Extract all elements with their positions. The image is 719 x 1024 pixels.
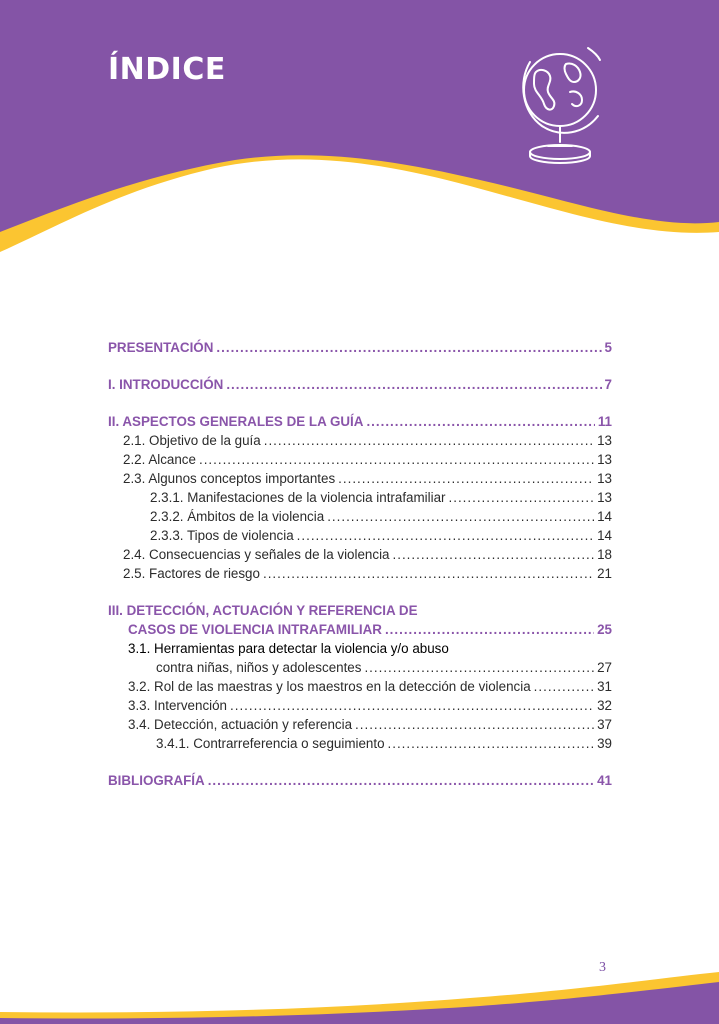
toc-entry-3-4[interactable]: [108, 715, 612, 734]
toc-entry-label: BIBLIOGRAFÍA: [108, 773, 205, 788]
toc-entry-3-1[interactable]: [108, 658, 612, 677]
dot-leader: [327, 507, 594, 526]
toc-page-number: 18: [597, 547, 612, 562]
globe-icon: [508, 42, 612, 168]
dot-leader: [208, 771, 594, 790]
toc-page-number: 7: [604, 377, 612, 392]
toc-entry-2-3-2[interactable]: [108, 507, 612, 526]
dot-leader: [534, 677, 594, 696]
toc-entry-presentacion[interactable]: [108, 338, 612, 357]
dot-leader: [385, 620, 594, 639]
toc-page-number: 37: [597, 717, 612, 732]
footer-wave-background: [0, 954, 719, 1024]
toc-page-number: 13: [597, 471, 612, 486]
toc-entry-label: 2.2. Alcance: [123, 452, 196, 467]
toc-page-number: 27: [597, 660, 612, 675]
dot-leader: [366, 412, 594, 431]
toc-entry-aspectos-generales[interactable]: [108, 412, 612, 431]
toc-entry-2-4[interactable]: [108, 545, 612, 564]
toc-entry-label: 2.1. Objetivo de la guía: [123, 433, 261, 448]
dot-leader: [364, 658, 594, 677]
toc-entry-2-5[interactable]: [108, 564, 612, 583]
table-of-contents: [108, 338, 612, 790]
toc-page-number: 5: [604, 340, 612, 355]
toc-page-number: 25: [597, 622, 612, 637]
dot-leader: [264, 431, 594, 450]
toc-page-number: 11: [597, 414, 612, 429]
toc-entry-label: 2.3. Algunos conceptos importantes: [123, 471, 336, 486]
toc-entry-label: 2.4. Consecuencias y señales de la violencia: [123, 547, 390, 562]
toc-entry-3-1-line1[interactable]: 3.1. Herramientas para detectar la violencia y/o abuso: [128, 641, 449, 656]
toc-page-number: 21: [597, 566, 612, 581]
toc-entry-2-3-3[interactable]: [108, 526, 612, 545]
toc-entry-label: 3.4. Detección, actuación y referencia: [128, 717, 353, 732]
toc-entry-3-3[interactable]: [108, 696, 612, 715]
page-title: ÍNDICE: [108, 52, 226, 87]
toc-page-number: 13: [597, 452, 612, 467]
toc-entry-label: 3.2. Rol de las maestras y los maestros en la detección de violencia: [128, 679, 531, 694]
dot-leader: [449, 488, 595, 507]
dot-leader: [199, 450, 594, 469]
toc-entry-deteccion[interactable]: [108, 620, 612, 639]
dot-leader: [393, 545, 595, 564]
toc-entry-label: CASOS DE VIOLENCIA INTRAFAMILIAR: [128, 622, 382, 637]
toc-entry-3-2[interactable]: [108, 677, 612, 696]
toc-entry-label: PRESENTACIÓN: [108, 340, 214, 355]
dot-leader: [388, 734, 595, 753]
toc-entry-2-3[interactable]: [108, 469, 612, 488]
toc-entry-label: 2.5. Factores de riesgo: [123, 566, 260, 581]
dot-leader: [263, 564, 594, 583]
dot-leader: [297, 526, 594, 545]
toc-entry-label: 2.3.2. Ámbitos de la violencia: [150, 509, 325, 524]
dot-leader: [216, 338, 601, 357]
dot-leader: [355, 715, 594, 734]
toc-entry-introduccion[interactable]: [108, 375, 612, 394]
toc-entry-label: 3.4.1. Contrarreferencia o seguimiento: [156, 736, 385, 751]
toc-entry-2-1[interactable]: [108, 431, 612, 450]
toc-entry-label: contra niñas, niños y adolescentes: [156, 660, 362, 675]
toc-entry-2-2[interactable]: [108, 450, 612, 469]
toc-page-number: 14: [597, 509, 612, 524]
toc-page-number: 13: [597, 433, 612, 448]
toc-entry-label: 3.3. Intervención: [128, 698, 228, 713]
toc-entry-label: II. ASPECTOS GENERALES DE LA GUÍA: [108, 414, 364, 429]
toc-page-number: 41: [597, 773, 612, 788]
toc-entry-label: 2.3.1. Manifestaciones de la violencia intrafamiliar: [150, 490, 446, 505]
dot-leader: [338, 469, 594, 488]
dot-leader: [226, 375, 601, 394]
toc-entry-label: I. INTRODUCCIÓN: [108, 377, 224, 392]
footer-page-number: 3: [599, 960, 606, 975]
toc-entry-label: 2.3.3. Tipos de violencia: [150, 528, 294, 543]
toc-page-number: 32: [597, 698, 612, 713]
toc-page-number: 31: [597, 679, 612, 694]
toc-page-number: 39: [597, 736, 612, 751]
toc-page-number: 13: [597, 490, 612, 505]
dot-leader: [230, 696, 594, 715]
toc-page-number: 14: [597, 528, 612, 543]
toc-entry-deteccion-line1[interactable]: III. DETECCIÓN, ACTUACIÓN Y REFERENCIA DE: [108, 603, 418, 618]
toc-entry-bibliografia[interactable]: [108, 771, 612, 790]
toc-entry-2-3-1[interactable]: [108, 488, 612, 507]
toc-entry-3-4-1[interactable]: [108, 734, 612, 753]
